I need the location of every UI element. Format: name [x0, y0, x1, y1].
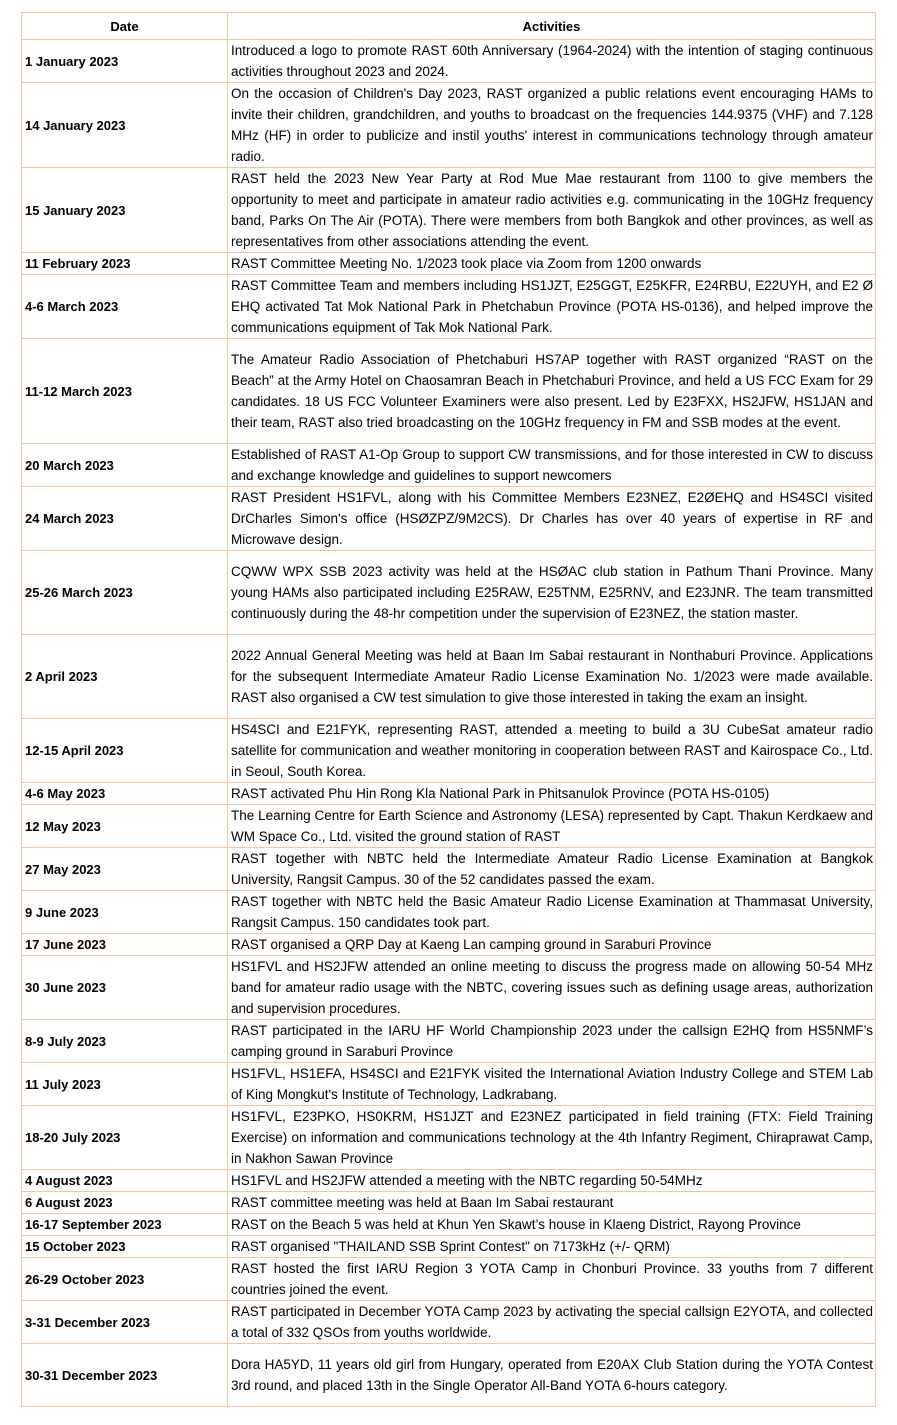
row-activity: 2022 Annual General Meeting was held at Baan Im Sabai restaurant in Nonthaburi Province. Applications for the subsequent Intermediate Amateur Radio License Examination No. 1/2023 were made available. RAST also organised a CW test simulation to give those interested in taking the exam an insight.	[228, 635, 876, 719]
row-date: 17 June 2023	[22, 934, 228, 956]
table-row	[22, 956, 876, 1020]
table-row	[22, 83, 876, 168]
row-date: 25-26 March 2023	[22, 551, 228, 635]
table-row	[22, 1301, 876, 1344]
table-row	[22, 891, 876, 934]
row-date: 4 August 2023	[22, 1170, 228, 1192]
row-activity: RAST together with NBTC held the Basic Amateur Radio License Examination at Thammasat University, Rangsit Campus. 150 candidates took part.	[228, 891, 876, 934]
row-date: 24 March 2023	[22, 487, 228, 551]
row-date: 26-29 October 2023	[22, 1258, 228, 1301]
row-date: 12-15 April 2023	[22, 719, 228, 783]
row-date: 11-12 March 2023	[22, 339, 228, 444]
row-activity: RAST hosted the first IARU Region 3 YOTA Camp in Chonburi Province. 33 youths from 7 different countries joined the event.	[228, 1258, 876, 1301]
row-date: 27 May 2023	[22, 848, 228, 891]
row-activity: RAST President HS1FVL, along with his Committee Members E23NEZ, E2ØEHQ and HS4SCI visited DrCharles Simon's office (HSØZPZ/9M2CS). Dr Charles has over 40 years of expertise in RF and Microwave design.	[228, 487, 876, 551]
row-date: 1 January 2023	[22, 40, 228, 83]
table-row	[22, 253, 876, 275]
row-date: 11 July 2023	[22, 1063, 228, 1106]
row-activity: RAST on the Beach 5 was held at Khun Yen Skawt’s house in Klaeng District, Rayong Province	[228, 1214, 876, 1236]
row-date: 15 January 2023	[22, 168, 228, 253]
row-date: 30 June 2023	[22, 956, 228, 1020]
table-row	[22, 339, 876, 444]
table-row	[22, 1170, 876, 1192]
row-activity: Established of RAST A1-Op Group to support CW transmissions, and for those interested in CW to discuss and exchange knowledge and guidelines to support newcomers	[228, 444, 876, 487]
row-date: 9 June 2023	[22, 891, 228, 934]
table-row	[22, 1020, 876, 1063]
row-activity: The Learning Centre for Earth Science and Astronomy (LESA) represented by Capt. Thakun Kerdkaew and WM Space Co., Ltd. visited the ground station of RAST	[228, 805, 876, 848]
table-row	[22, 805, 876, 848]
row-activity: RAST activated Phu Hin Rong Kla National Park in Phitsanulok Province (POTA HS-0105)	[228, 783, 876, 805]
row-date: 6 August 2023	[22, 1192, 228, 1214]
table-row	[22, 1214, 876, 1236]
table-row	[22, 275, 876, 339]
row-activity: HS1FVL and HS2JFW attended a meeting with the NBTC regarding 50-54MHz	[228, 1170, 876, 1192]
table-row	[22, 783, 876, 805]
table-row	[22, 444, 876, 487]
table-row	[22, 1258, 876, 1301]
row-activity: CQWW WPX SSB 2023 activity was held at the HSØAC club station in Pathum Thani Province. Many young HAMs also participated including E25RAW, E25TNM, E25RNV, and E23JNR. The team transmitted continuously during the 48-hr competition under the supervision of E23NEZ, the station master.	[228, 551, 876, 635]
header-row	[22, 13, 876, 40]
row-date: 8-9 July 2023	[22, 1020, 228, 1063]
date-column-header: Date	[22, 13, 228, 40]
row-date: 12 May 2023	[22, 805, 228, 848]
row-activity: RAST held the 2023 New Year Party at Rod Mue Mae restaurant from 1100 to give members the opportunity to meet and participate in amateur radio activities e.g. communicating in the 10GHz frequency band, Parks On The Air (POTA). There were members from both Bangkok and other provinces, as well as representatives from other associations attending the event.	[228, 168, 876, 253]
row-date: 18-20 July 2023	[22, 1106, 228, 1170]
row-activity: RAST organised a QRP Day at Kaeng Lan camping ground in Saraburi Province	[228, 934, 876, 956]
activities-column-header: Activities	[228, 13, 876, 40]
row-date: 4-6 March 2023	[22, 275, 228, 339]
row-date: 14 January 2023	[22, 83, 228, 168]
row-date: 3-31 December 2023	[22, 1301, 228, 1344]
table-row	[22, 635, 876, 719]
activities-table	[21, 12, 876, 1407]
row-activity: RAST committee meeting was held at Baan Im Sabai restaurant	[228, 1192, 876, 1214]
table-row	[22, 40, 876, 83]
table-body	[22, 40, 876, 1407]
table-row	[22, 934, 876, 956]
row-date: 2 April 2023	[22, 635, 228, 719]
row-activity: On the occasion of Children's Day 2023, RAST organized a public relations event encouraging HAMs to invite their children, grandchildren, and youths to broadcast on the frequencies 144.9375 (VHF) and 7.128 MHz (HF) in order to publicize and instil youths' interest in communications technology through amateur radio.	[228, 83, 876, 168]
row-activity: Dora HA5YD, 11 years old girl from Hungary, operated from E20AX Club Station during the YOTA Contest 3rd round, and placed 13th in the Single Operator All-Band YOTA 6-hours category.	[228, 1344, 876, 1407]
table-row	[22, 487, 876, 551]
table-row	[22, 551, 876, 635]
table-row	[22, 848, 876, 891]
row-activity: RAST Committee Meeting No. 1/2023 took place via Zoom from 1200 onwards	[228, 253, 876, 275]
row-activity: RAST Committee Team and members including HS1JZT, E25GGT, E25KFR, E24RBU, E22UYH, and E2 Ø EHQ activated Tat Mok National Park in Phetchabun Province (POTA HS-0136), and helped improve the communications equipment of Tak Mok National Park.	[228, 275, 876, 339]
table-row	[22, 1106, 876, 1170]
row-activity: RAST participated in the IARU HF World Championship 2023 under the callsign E2HQ from HS5NMF’s camping ground in Saraburi Province	[228, 1020, 876, 1063]
row-date: 15 October 2023	[22, 1236, 228, 1258]
row-date: 20 March 2023	[22, 444, 228, 487]
row-activity: RAST participated in December YOTA Camp 2023 by activating the special callsign E2YOTA, and collected a total of 332 QSOs from youths worldwide.	[228, 1301, 876, 1344]
table-row	[22, 1063, 876, 1106]
table-row	[22, 168, 876, 253]
row-date: 30-31 December 2023	[22, 1344, 228, 1407]
row-activity: HS1FVL, HS1EFA, HS4SCI and E21FYK visited the International Aviation Industry College and STEM Lab of King Mongkut's Institute of Technology, Ladkrabang.	[228, 1063, 876, 1106]
row-activity: The Amateur Radio Association of Phetchaburi HS7AP together with RAST organized “RAST on the Beach” at the Army Hotel on Chaosamran Beach in Phetchaburi Province, and held a US FCC Exam for 29 candidates. 18 US FCC Volunteer Examiners were also present. Led by E23FXX, HS2JFW, HS1JAN and their team, RAST also tried broadcasting on the 10GHz frequency in FM and SSB modes at the event.	[228, 339, 876, 444]
row-activity: HS1FVL and HS2JFW attended an online meeting to discuss the progress made on allowing 50-54 MHz band for amateur radio usage with the NBTC, covering issues such as defining usage areas, authorization and supervision procedures.	[228, 956, 876, 1020]
table-row	[22, 1192, 876, 1214]
row-date: 4-6 May 2023	[22, 783, 228, 805]
row-activity: Introduced a logo to promote RAST 60th Anniversary (1964-2024) with the intention of staging continuous activities throughout 2023 and 2024.	[228, 40, 876, 83]
table-row	[22, 1236, 876, 1258]
row-date: 11 February 2023	[22, 253, 228, 275]
table-row	[22, 719, 876, 783]
row-activity: RAST organised "THAILAND SSB Sprint Contest" on 7173kHz (+/- QRM)	[228, 1236, 876, 1258]
row-activity: HS1FVL, E23PKO, HS0KRM, HS1JZT and E23NEZ participated in field training (FTX: Field Training Exercise) on information and communications technology at the 4th Infantry Regiment, Chiraprawat Camp, in Nakhon Sawan Province	[228, 1106, 876, 1170]
table-row	[22, 1344, 876, 1407]
row-activity: RAST together with NBTC held the Intermediate Amateur Radio License Examination at Bangkok University, Rangsit Campus. 30 of the 52 candidates passed the exam.	[228, 848, 876, 891]
row-date: 16-17 September 2023	[22, 1214, 228, 1236]
row-activity: HS4SCI and E21FYK, representing RAST, attended a meeting to build a 3U CubeSat amateur radio satellite for communication and weather monitoring in cooperation between RAST and Kairospace Co., Ltd. in Seoul, South Korea.	[228, 719, 876, 783]
